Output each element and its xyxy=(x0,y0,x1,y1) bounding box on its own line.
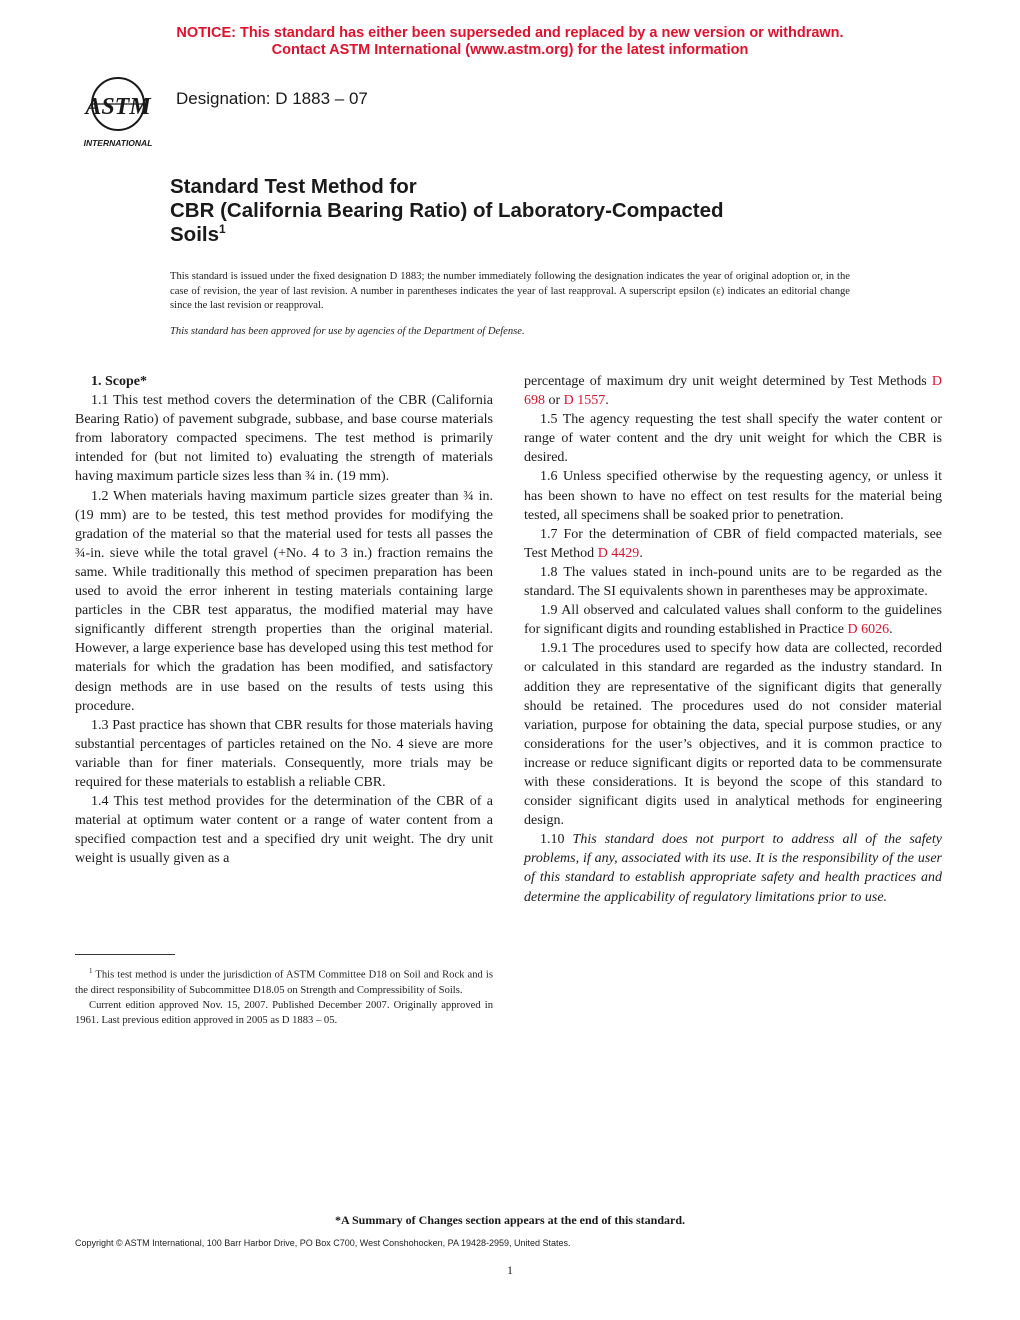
footnote-edition: Current edition approved Nov. 15, 2007. Published December 2007. Originally approved in 1961. Last previous edition approved in 2005 as D 1883 – 05. xyxy=(75,999,493,1027)
paragraph-1-5: 1.5 The agency requesting the test shall specify the water content or range of water content and the dry unit weight for which the CBR is desired. xyxy=(524,412,942,466)
summary-of-changes-note: *A Summary of Changes section appears at the end of this standard. xyxy=(334,1213,686,1227)
paragraph-1-9-text: 1.9 All observed and calculated values shall conform to the guidelines for significant digits and rounding established in Practice xyxy=(524,603,942,638)
paragraph-1-1: 1.1 This test method covers the determination of the CBR (California Bearing Ratio) of pavement subgrade, subbase, and base course materials from laboratory compacted specimens. The test method is primarily intended for (but not limited to) evaluating the strength of materials having maximum particle sizes less than ¾ in. (19 mm). xyxy=(75,393,493,485)
paragraph-1-4-or: or xyxy=(545,393,564,409)
link-d698[interactable]: D 698 xyxy=(524,374,942,409)
paragraph-1-10-number: 1.10 xyxy=(540,832,573,848)
logo-text: INTERNATIONAL xyxy=(83,138,153,148)
paragraph-1-10-text: This standard does not purport to address all of the safety problems, if any, associated with its use. It is the responsibility of the user of this standard to establish appropriate safety and health practices and determine the applicability of regulatory limitations prior to use. xyxy=(524,832,943,905)
paragraph-1-7-text: 1.7 For the determination of CBR of field compacted materials, see Test Method xyxy=(524,526,942,561)
approved-statement: This standard has been approved for use by agencies of the Department of Defense. xyxy=(170,326,525,337)
paragraph-1-4-cont-text: percentage of maximum dry unit weight determined by Test Methods xyxy=(524,374,932,389)
astm-logo-icon xyxy=(76,74,160,150)
footnote-1-text: This test method is under the jurisdiction of ASTM Committee D18 on Soil and Rock and is the direct responsibility of Subcommittee D18.05 on Strength and Compressibility of Soils. xyxy=(75,969,493,996)
notice-line-1: NOTICE: This standard has either been superseded and replaced by a new version or withdrawn. xyxy=(176,25,844,41)
notice-line-2: Contact ASTM International (www.astm.org) for the latest information xyxy=(271,42,749,58)
copyright-line: Copyright © ASTM International, 100 Barr Harbor Drive, PO Box C700, West Conshohocken, PA 19428-2959, United States. xyxy=(75,1238,571,1248)
right-column xyxy=(524,372,942,907)
footnote-1-mark: 1 xyxy=(89,967,93,975)
logo-letters: ASTM xyxy=(85,94,151,120)
paragraph-1-2: 1.2 When materials having maximum particle sizes greater than ¾ in. (19 mm) are to be tested, this test method provides for modifying the gradation of the material so that the material used for tests all passes the ¾-in. sieve while the total gravel (+No. 4 to 3 in.) fraction remains the same. While traditionally this method of specimen preparation has been used to avoid the error inherent in testing materials containing large particles in the CBR test apparatus, the modified material may have significantly different strength properties than the original material. However, a large experience base has developed using this test method for materials for which the gradation has been modified, and satisfactory design methods are in use based on the results of tests using this procedure. xyxy=(75,488,493,714)
footnote-divider xyxy=(75,954,175,955)
paragraph-1-4: 1.4 This test method provides for the determination of the CBR of a material at optimum water content or a range of water content from a specified compaction test and a specified dry unit weight. The dry unit weight is usually given as a xyxy=(75,794,493,867)
paragraph-1-7-end: . xyxy=(639,545,643,561)
designation: Designation: D 1883 – 07 xyxy=(176,89,368,108)
footnotes xyxy=(75,964,493,1028)
title-line-3 xyxy=(170,223,870,247)
paragraph-1-9-end: . xyxy=(889,622,893,638)
paragraph-1-3: 1.3 Past practice has shown that CBR results for those materials having substantial percentages of particles retained on the No. 4 sieve are more variable than for finer materials. Consequently, more trials may be required for these materials to establish a reliable CBR. xyxy=(75,717,493,790)
paragraph-1-6: 1.6 Unless specified otherwise by the requesting agency, or unless it has been shown to have no effect on test results for the material being tested, all specimens shall be soaked prior to penetration. xyxy=(524,469,942,523)
link-d4429[interactable]: D 4429 xyxy=(597,545,640,561)
paragraph-1-4-end: . xyxy=(605,393,609,409)
link-d6026[interactable]: D 6026 xyxy=(847,622,890,638)
withdrawn-notice xyxy=(0,25,1020,59)
paragraph-1-9 xyxy=(524,601,942,639)
paragraph-1-8: 1.8 The values stated in inch-pound units are to be regarded as the standard. The SI equivalents shown in parentheses may be approximate. xyxy=(524,564,942,600)
paragraph-1-7 xyxy=(524,525,942,563)
paragraph-1-10 xyxy=(524,830,942,906)
left-column xyxy=(75,372,493,868)
link-d1557[interactable]: D 1557 xyxy=(563,393,606,409)
paragraph-1-9-1: 1.9.1 The procedures used to specify how data are collected, recorded or calculated in this standard are regarded as the industry standard. In addition they are representative of the significant digits that generally should be retained. The procedures used do not consider material variation, purpose for obtaining the data, special purpose studies, or any considerations for the user’s objectives, and it is common practice to increase or reduce significant digits or reported data to be commensurate with these considerations. It is beyond the scope of this standard to consider significant digits used in analytical methods for engineering design. xyxy=(524,641,942,829)
paragraph-1-4-continued xyxy=(524,372,942,410)
title-line-1: Standard Test Method for xyxy=(170,175,417,198)
issued-statement: This standard is issued under the fixed designation D 1883; the number immediately following the designation indicates the year of original adoption or, in the case of revision, the year of last revision. A number in parentheses indicates the year of last reapproval. A superscript epsilon (ε) indicates an editorial change since the last revision or reapproval. xyxy=(170,271,850,312)
title-footnote-mark: 1 xyxy=(219,222,226,236)
title-line-2: CBR (California Bearing Ratio) of Laboratory-Compacted xyxy=(170,199,724,222)
title-line-3-text: Soils xyxy=(170,223,219,246)
footnote-1 xyxy=(75,964,493,998)
section-heading-scope: 1. Scope* xyxy=(91,374,147,389)
page-number: 1 xyxy=(507,1263,513,1277)
page-title xyxy=(170,175,870,247)
